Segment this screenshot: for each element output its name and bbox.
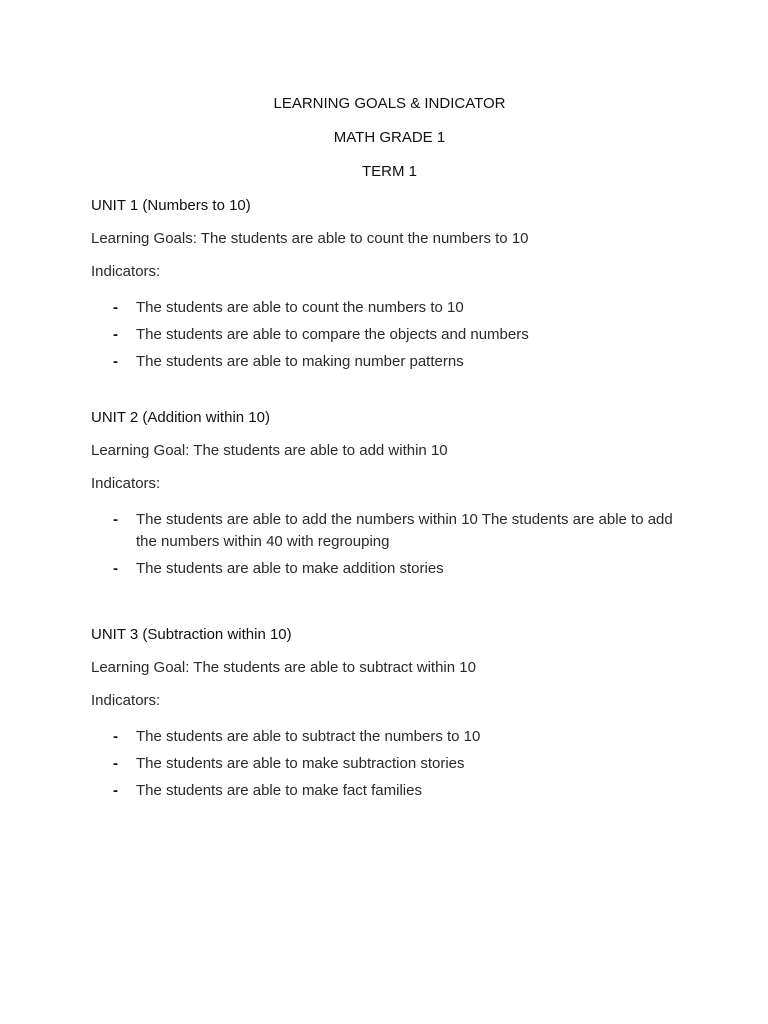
bullet-dash: - bbox=[113, 755, 118, 772]
list-item bbox=[91, 324, 688, 346]
unit-2-indicator-list bbox=[91, 509, 688, 580]
unit-3-section bbox=[91, 624, 688, 802]
bullet-dash: - bbox=[113, 299, 118, 316]
list-item bbox=[91, 753, 688, 775]
unit-2-title: UNIT 2 (Addition within 10) bbox=[91, 409, 270, 426]
document-title: LEARNING GOALS & INDICATOR bbox=[273, 95, 506, 112]
list-item bbox=[91, 558, 688, 580]
list-item bbox=[91, 297, 688, 319]
unit-1-indicator-list bbox=[91, 297, 688, 373]
list-item bbox=[91, 509, 688, 553]
list-item bbox=[91, 780, 688, 802]
unit-3-indicator-list bbox=[91, 726, 688, 802]
bullet-dash: - bbox=[113, 782, 118, 799]
document-term: TERM 1 bbox=[361, 163, 417, 180]
unit-2-indicators-label: Indicators: bbox=[91, 475, 161, 492]
bullet-dash: - bbox=[113, 728, 118, 745]
spacer bbox=[91, 585, 688, 624]
indicator-text: The students are able to add the numbers within 10 The students are able to add the numbers within 40 with regrouping bbox=[136, 511, 673, 550]
unit-2-learning-goal: Learning Goal: The students are able to add within 10 bbox=[91, 442, 448, 459]
unit-1-learning-goal: Learning Goals: The students are able to count the numbers to 10 bbox=[91, 230, 529, 247]
indicator-text: The students are able to compare the objects and numbers bbox=[136, 326, 529, 343]
unit-2-section bbox=[91, 407, 688, 580]
bullet-dash: - bbox=[113, 326, 118, 343]
unit-1-indicators-label: Indicators: bbox=[91, 263, 161, 280]
indicator-text: The students are able to making number patterns bbox=[136, 353, 464, 370]
indicator-text: The students are able to count the numbers to 10 bbox=[136, 299, 464, 316]
unit-3-indicators-label: Indicators: bbox=[91, 692, 161, 709]
indicator-text: The students are able to subtract the numbers to 10 bbox=[136, 728, 481, 745]
list-item bbox=[91, 726, 688, 748]
unit-3-learning-goal: Learning Goal: The students are able to subtract within 10 bbox=[91, 659, 476, 676]
indicator-text: The students are able to make fact families bbox=[136, 782, 422, 799]
bullet-dash: - bbox=[113, 353, 118, 370]
indicator-text: The students are able to make subtraction stories bbox=[136, 755, 465, 772]
unit-1-title: UNIT 1 (Numbers to 10) bbox=[91, 197, 251, 214]
list-item bbox=[91, 351, 688, 373]
unit-3-title: UNIT 3 (Subtraction within 10) bbox=[91, 626, 292, 643]
bullet-dash: - bbox=[113, 560, 118, 577]
indicator-text: The students are able to make addition stories bbox=[136, 560, 444, 577]
bullet-dash: - bbox=[113, 511, 118, 528]
document-subtitle: MATH GRADE 1 bbox=[333, 129, 446, 146]
unit-1-section bbox=[91, 195, 688, 373]
spacer bbox=[91, 378, 688, 407]
